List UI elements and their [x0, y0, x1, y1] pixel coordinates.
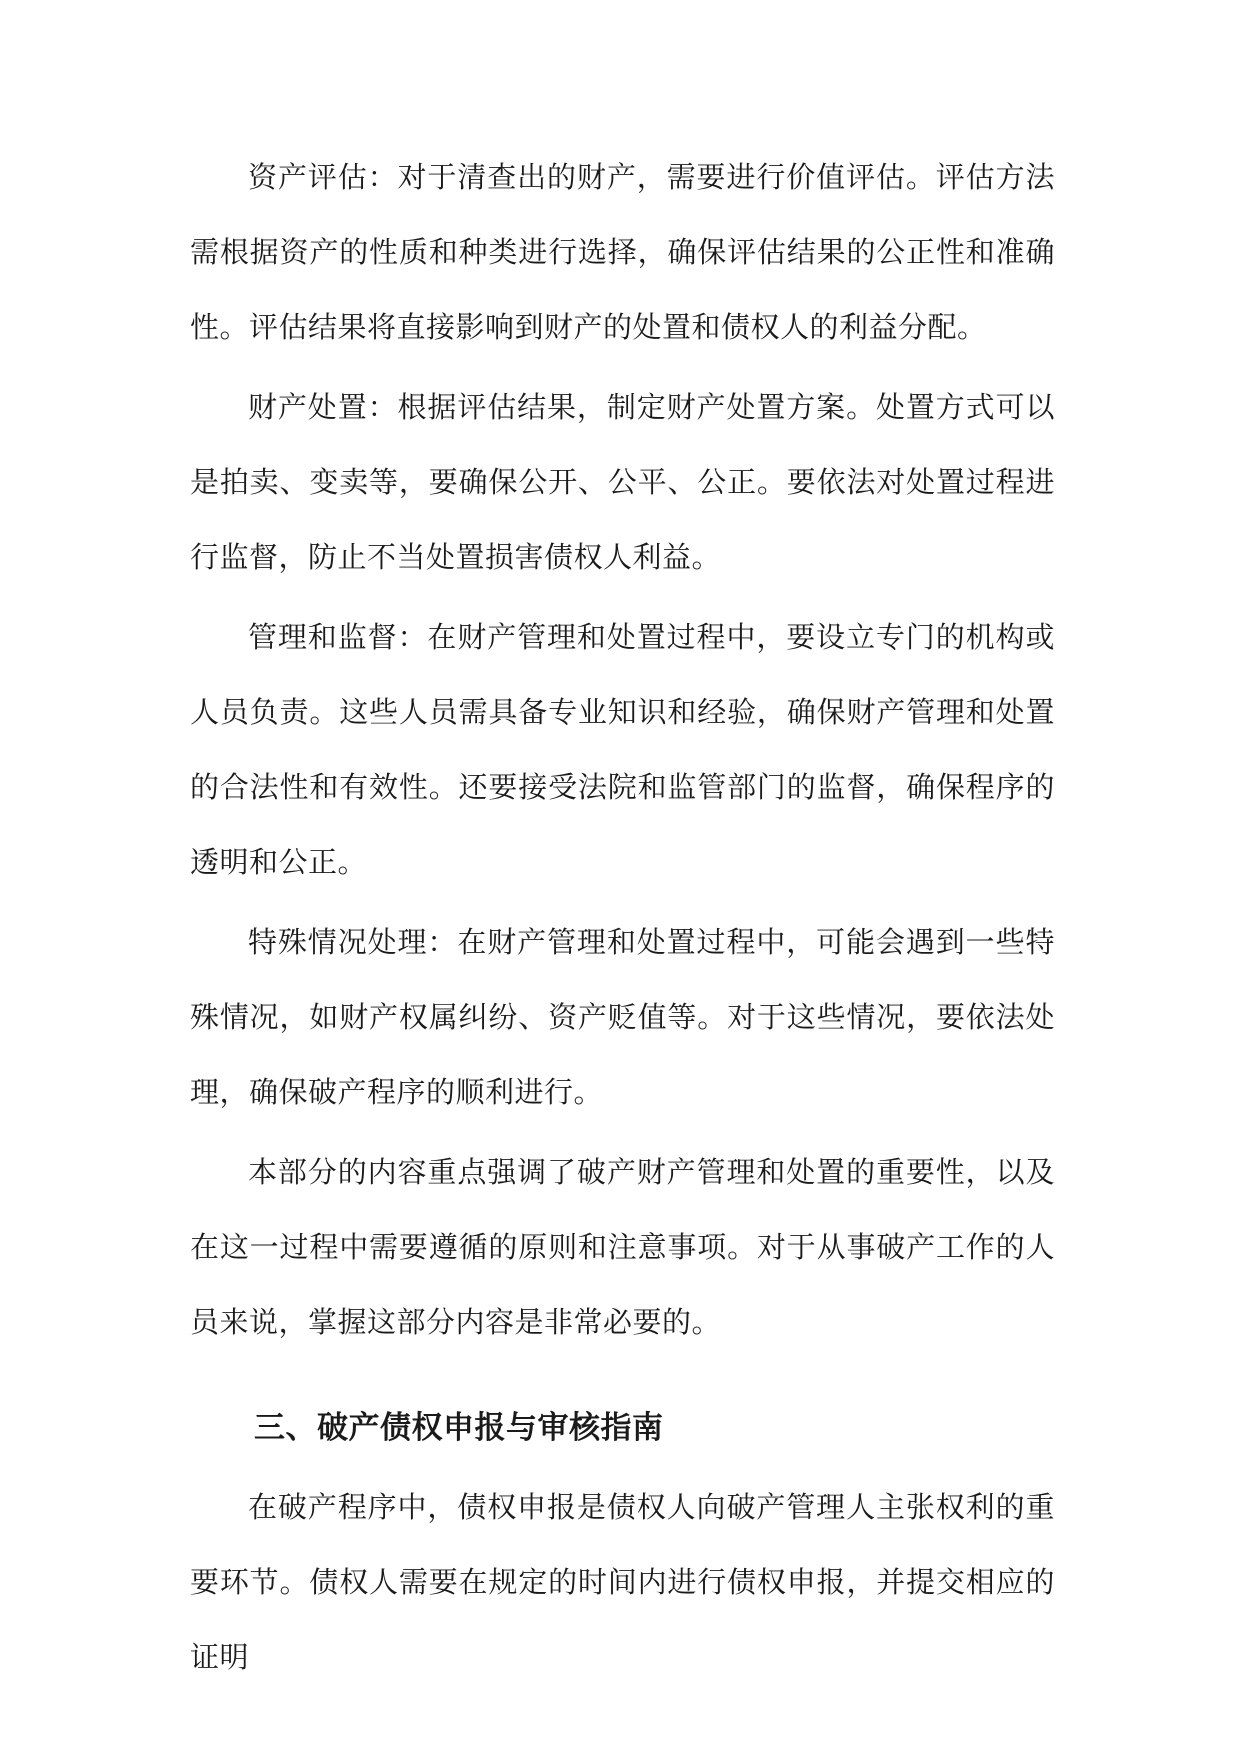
paragraph-special-cases: 特殊情况处理：在财产管理和处置过程中，可能会遇到一些特殊情况，如财产权属纠纷、资产贬值等。对于这些情况，要依法处理，确保破产程序的顺利进行。 — [190, 925, 1055, 1109]
document-page — [190, 140, 1055, 1695]
paragraph-property-disposal: 财产处置：根据评估结果，制定财产处置方案。处置方式可以是拍卖、变卖等，要确保公开、公平、公正。要依法对处置过程进行监督，防止不当处置损害债权人利益。 — [190, 390, 1055, 574]
paragraph-asset-valuation: 资产评估：对于清查出的财产，需要进行价值评估。评估方法需根据资产的性质和种类进行选择，确保评估结果的公正性和准确性。评估结果将直接影响到财产的处置和债权人的利益分配。 — [190, 160, 1055, 344]
paragraph-claim-declaration: 在破产程序中，债权申报是债权人向破产管理人主张权利的重要环节。债权人需要在规定的时间内进行债权申报，并提交相应的证明 — [190, 1490, 1055, 1674]
paragraph-management-supervision: 管理和监督：在财产管理和处置过程中，要设立专门的机构或人员负责。这些人员需具备专业知识和经验，确保财产管理和处置的合法性和有效性。还要接受法院和监管部门的监督，确保程序的透明和公正。 — [190, 620, 1055, 879]
section-heading: 三、破产债权申报与审核指南 — [254, 1410, 664, 1446]
paragraph-section-summary: 本部分的内容重点强调了破产财产管理和处置的重要性，以及在这一过程中需要遵循的原则和注意事项。对于从事破产工作的人员来说，掌握这部分内容是非常必要的。 — [190, 1155, 1055, 1339]
